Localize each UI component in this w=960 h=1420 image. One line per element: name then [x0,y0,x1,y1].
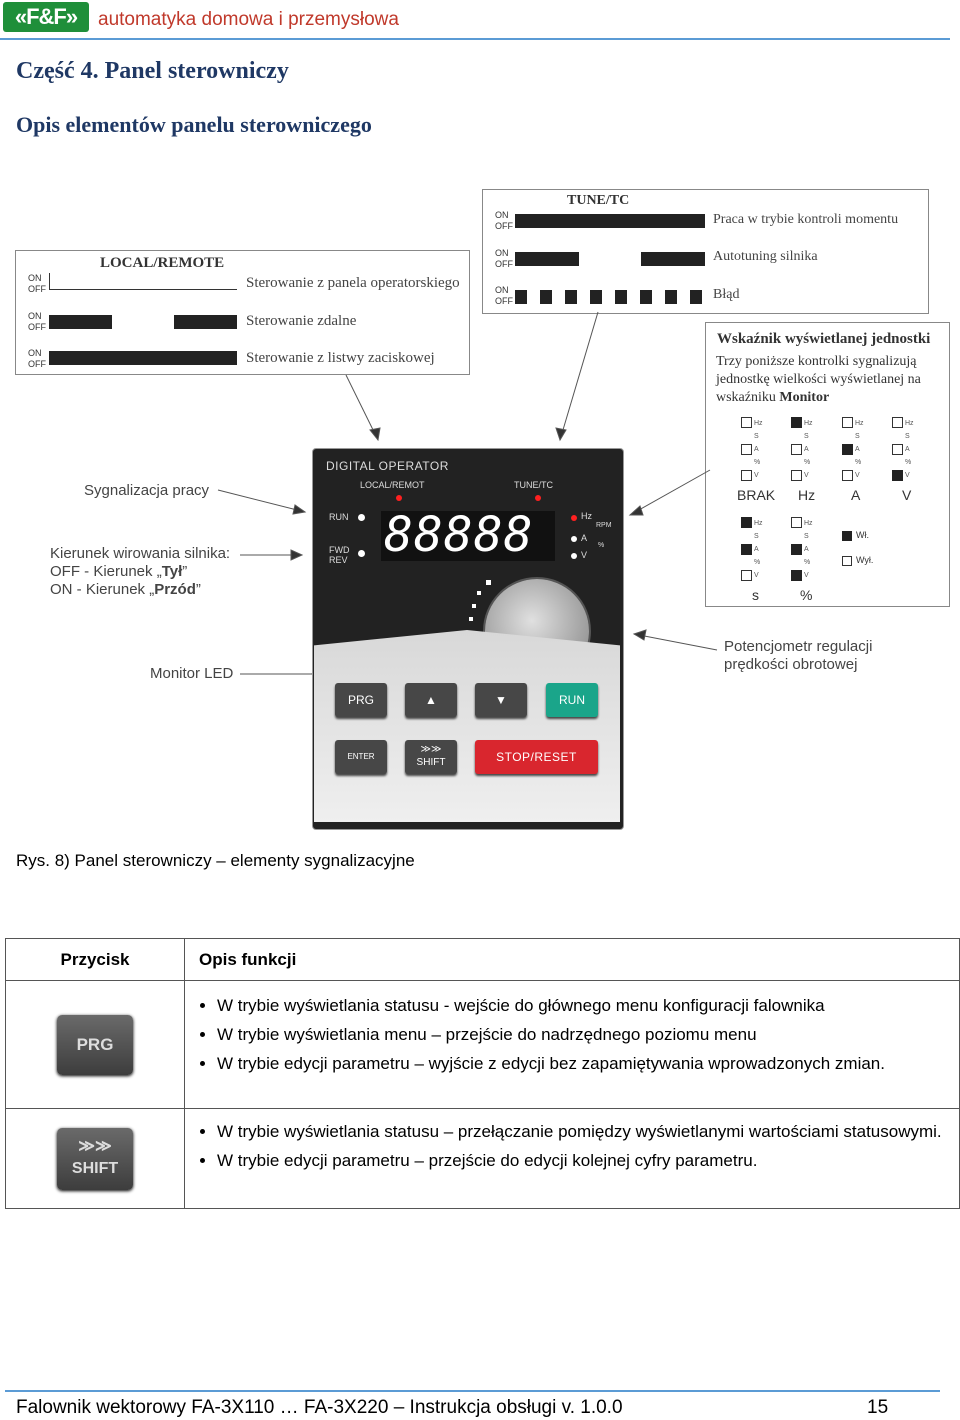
shift-key-label: SHIFT [71,1159,119,1177]
page-number: 15 [867,1397,889,1418]
table-header-row [6,939,960,981]
local-remote-row-label: Sterowanie z listwy zaciskowej [246,350,435,366]
monitor-led-display [381,507,555,563]
description-cell [185,1109,960,1209]
up-button[interactable]: ▲ [405,683,457,717]
shift-key-image [57,1128,133,1190]
shift-label: SHIFT [416,757,446,768]
led-mini-labels: Hz S A % V [804,420,813,479]
on-off-label: ON OFF [495,285,513,306]
key-cell [6,981,185,1109]
callout-monitor-led: Monitor LED [150,665,234,682]
key-cell [6,1109,185,1209]
tune-tc-led [535,495,541,501]
callout-potentiometer: Potencjometr regulacji prędkości obrotowej [724,638,873,673]
unit-a-label: A [581,533,588,543]
on-off-label: ON OFF [28,348,46,369]
unit-v-label: V [581,550,588,560]
led-mini-labels: Hz S A % V [754,520,763,579]
callout-direction: Kierunek wirowania silnika: OFF - Kierunek „Tył” ON - Kierunek „Przód” [50,545,231,598]
local-remote-led [396,495,402,501]
unit-led [571,553,577,559]
stop-reset-button[interactable]: STOP/RESET [475,740,598,774]
on-off-label: ON OFF [28,311,46,332]
shift-arrows-icon: ≫≫ [78,1137,112,1155]
local-remote-row-label: Sterowanie z panela operatorskiego [246,275,460,291]
button-description-table [5,938,960,1209]
unit-pct-label: % [598,542,605,549]
local-remote-row-label: Sterowanie zdalne [246,313,357,329]
pot-scale-dot [477,591,481,595]
unit-rpm-label: RPM [596,522,612,529]
unit-label: A [851,487,861,503]
prg-button[interactable]: PRG [335,683,387,717]
led-mini-labels: Hz S A % V [804,520,813,579]
tune-tc-row-label: Praca w trybie kontroli momentu [713,212,899,227]
unit-label: % [800,587,813,603]
unit-label: V [902,487,912,503]
on-off-label: ON OFF [495,210,513,231]
legend-off-label: Wył. [856,555,874,565]
unit-indicator-title: Wskaźnik wyświetlanej jednostki [717,331,931,347]
header-button: Przycisk [6,939,185,981]
on-off-label: ON OFF [495,248,513,269]
local-remote-led-label: LOCAL/REMOT [360,480,425,490]
list-item: • W trybie wyświetlania statusu – przełączanie pomiędzy wyświetlanymi wartościami statusowymi. [217,1117,949,1146]
keypad-area [314,630,620,822]
header-tagline: automatyka domowa i przemysłowa [98,9,399,30]
description-cell [185,981,960,1109]
run-button[interactable]: RUN [546,683,598,717]
prg-key-image: PRG [57,1015,133,1075]
footer-text: Falownik wektorowy FA-3X110 … FA-3X220 – Instrukcja obsługi v. 1.0.0 [16,1397,623,1418]
list-item: • W trybie edycji parametru – przejście do edycji kolejnej cyfry parametru. [217,1146,949,1175]
footer-rule [5,1390,940,1392]
unit-label: Hz [798,487,816,503]
tune-tc-row-label: Błąd [713,287,740,302]
table-row [6,1109,960,1209]
pot-scale-dot [469,617,473,621]
run-led [358,514,365,521]
device-title: DIGITAL OPERATOR [326,459,449,473]
tune-tc-row-label: Autotuning silnika [713,249,818,264]
down-button[interactable]: ▼ [475,683,527,717]
shift-button[interactable] [405,740,457,774]
table-row [6,981,960,1109]
list-item: • W trybie wyświetlania menu – przejście do nadrzędnego poziomu menu [217,1020,949,1049]
local-remote-title: LOCAL/REMOTE [100,255,225,271]
shift-arrows-icon: ≫≫ [420,744,442,755]
run-led-label: RUN [329,512,349,522]
list-item: • W trybie wyświetlania statusu - wejście do głównego menu konfiguracji falownika [217,991,949,1020]
unit-led [571,536,577,542]
seven-segment-digits: 88888 [384,507,534,563]
header-description: Opis funkcji [185,939,960,981]
pot-scale-dot [486,580,491,585]
unit-label: BRAK [737,487,776,503]
figure-caption: Rys. 8) Panel sterowniczy – elementy sygnalizacyjne [16,851,415,870]
enter-button[interactable]: ENTER [335,740,387,774]
tune-tc-title: TUNE/TC [567,193,630,208]
callout-run-signal: Sygnalizacja pracy [84,482,210,499]
fwd-rev-led [358,550,365,557]
unit-label: s [752,587,759,603]
on-off-label: ON OFF [28,273,46,294]
pot-scale-dot [472,604,476,608]
tune-tc-led-label: TUNE/TC [514,480,553,490]
fwd-rev-label: FWD REV [329,545,350,565]
led-mini-labels: Hz S A % V [754,420,763,479]
led-mini-labels: Hz S A % V [855,420,864,479]
company-logo: «F&F» [3,2,89,32]
unit-indicator-description: Trzy poniższe kontrolki sygnalizują jednostkę wielkości wyświetlanej na wskaźniku Monitor [716,354,921,405]
list-item: • W trybie edycji parametru – wyjście z edycji bez zapamiętywania wprowadzonych zmian. [217,1049,949,1078]
subsection-title: Opis elementów panelu sterowniczego [16,112,372,137]
section-title: Część 4. Panel sterowniczy [16,58,289,84]
unit-hz-label: Hz [581,511,592,521]
legend-on-label: Wł. [856,530,869,540]
unit-led [571,515,577,521]
led-mini-labels: Hz S A % V [905,420,914,479]
